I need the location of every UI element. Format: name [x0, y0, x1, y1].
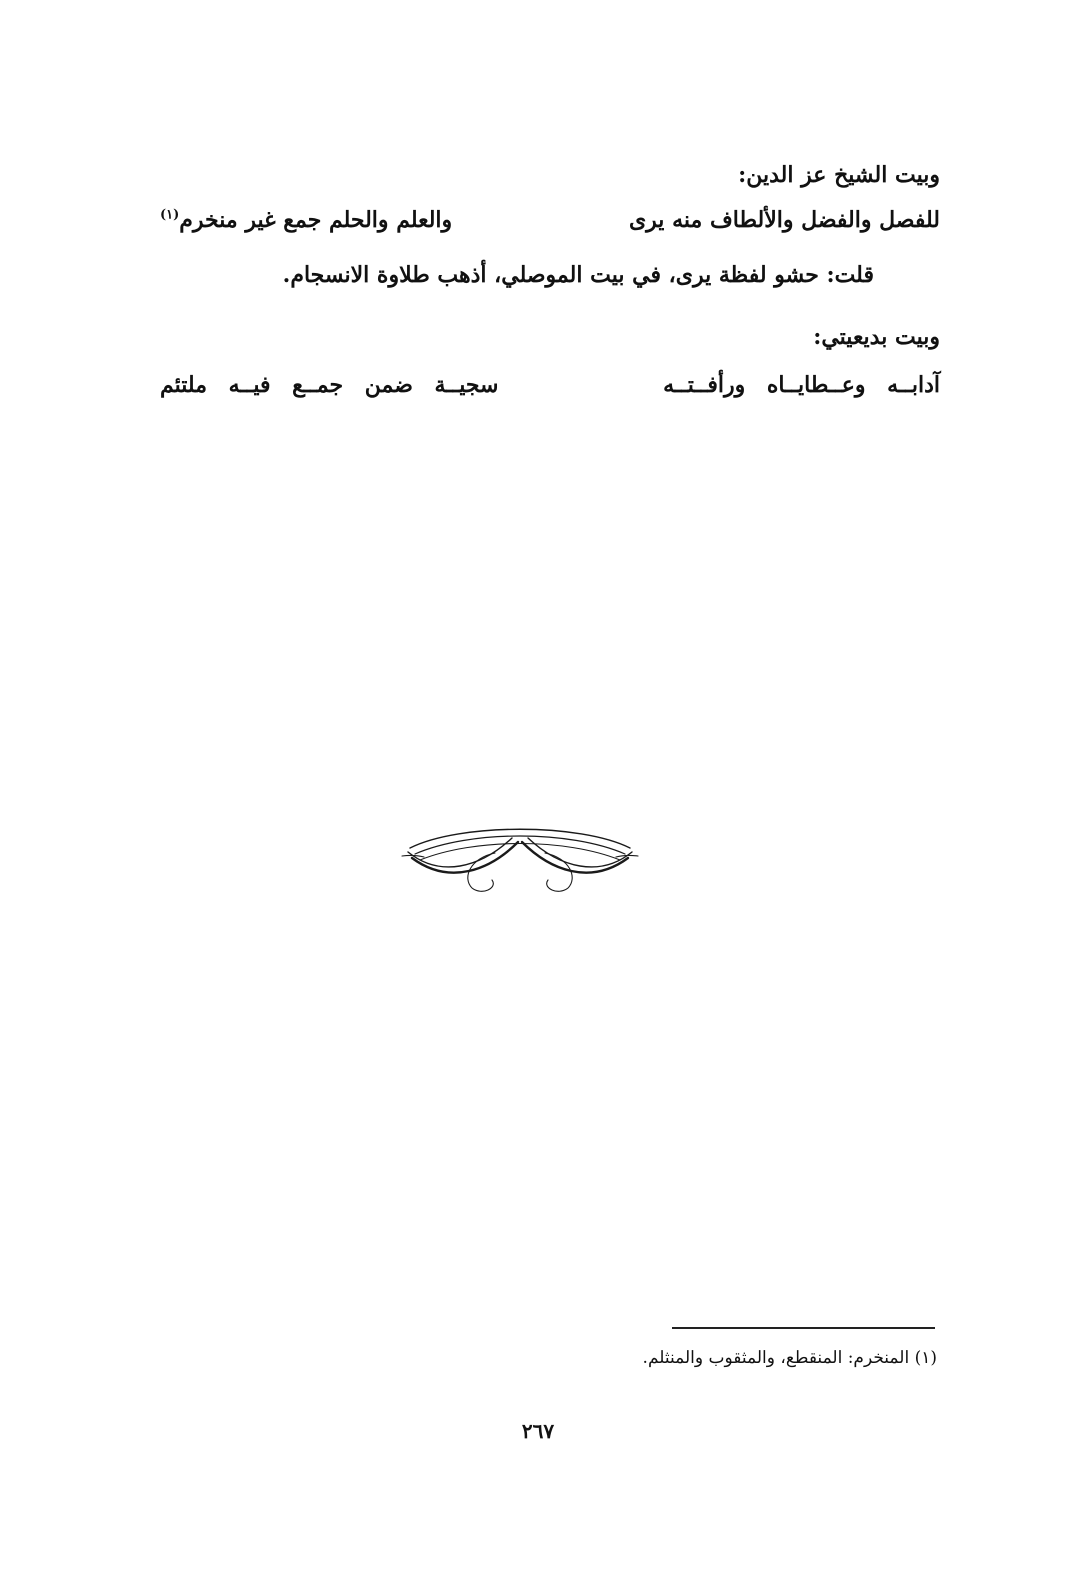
verse-1-second-hemistich: والعلم والحلم جمع غير منخرم: [179, 207, 453, 233]
heading-sheikh-izz-al-din: وبيت الشيخ عز الدين:: [738, 162, 940, 188]
scroll-flourish-ornament-icon: [400, 808, 640, 898]
verse-1-second-hemistich-wrap: [160, 205, 452, 235]
verse-2-second-hemistich: سجيــة ضمن جمــع فيــه ملتئم: [160, 372, 499, 398]
heading-my-badiiyya: وبيت بديعيتي:: [813, 324, 940, 350]
footnote-divider: [672, 1327, 935, 1329]
verse-2-first-hemistich: آدابــه وعــطايــاه ورأفــتــه: [663, 372, 940, 398]
verse-line-2: [160, 370, 940, 404]
comment-paragraph: قلت: حشو لفظة يرى، في بيت الموصلي، أذهب طلاوة الانسجام.: [282, 262, 874, 288]
footnote-mark[interactable]: (١): [160, 207, 180, 223]
verse-line-1: [160, 205, 940, 239]
page-number: ٢٦٧: [521, 1419, 555, 1443]
verse-1-first-hemistich: للفصل والفضل والألطاف منه يرى: [628, 207, 940, 233]
footnote-text: (١) المنخرم: المنقطع، والمثقوب والمنثلم.: [642, 1348, 937, 1368]
